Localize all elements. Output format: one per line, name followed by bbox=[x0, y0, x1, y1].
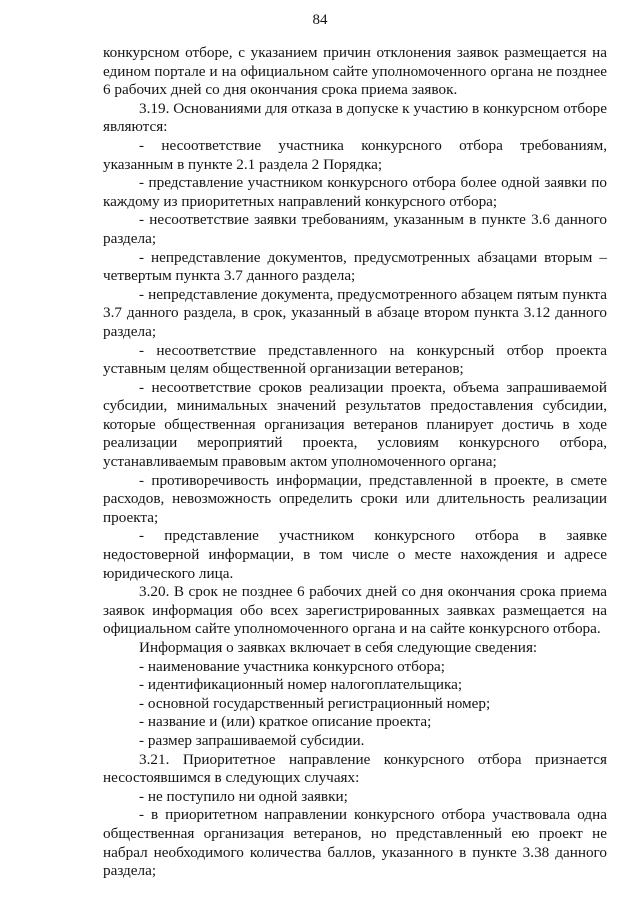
list-item: - название и (или) краткое описание проекта; bbox=[139, 713, 432, 731]
paragraph: конкурсном отборе, с указанием причин отклонения заявок размещается на едином портале и на официальном сайте уполномоченного органа не позднее 6 рабочих дней со дня окончания срока приема заявок. bbox=[103, 44, 607, 99]
list-item: - противоречивость информации, представленной в проекте, в смете расходов, невозможность определить сроки или длительность реализации проекта; bbox=[103, 471, 607, 526]
list-item: - несоответствие участника конкурсного отбора требованиям, указанным в пункте 2.1 раздела 2 Порядка; bbox=[103, 136, 607, 173]
list-item: - размер запрашиваемой субсидии. bbox=[139, 731, 365, 749]
list-item: - идентификационный номер налогоплательщика; bbox=[139, 676, 463, 694]
list-item: - непредставление документа, предусмотренного абзацем пятым пункта 3.7 данного раздела, в срок, указанный в абзаце втором пункта 3.12 данного раздела; bbox=[103, 285, 607, 340]
paragraph: Информация о заявках включает в себя следующие сведения: bbox=[139, 639, 538, 656]
list-item: - наименование участника конкурсного отбора; bbox=[139, 657, 446, 675]
list-item: - непредставление документов, предусмотренных абзацами вторым – четвертым пункта 3.7 данного раздела; bbox=[103, 248, 607, 285]
list-item: - основной государственный регистрационный номер; bbox=[139, 694, 491, 712]
list-item: - представление участником конкурсного отбора более одной заявки по каждому из приоритетных направлений конкурсного отбора; bbox=[103, 174, 607, 210]
paragraph: 3.19. Основаниями для отказа в допуске к участию в конкурсном отборе являются: bbox=[103, 99, 607, 136]
list-item: - в приоритетном направлении конкурсного отбора участвовала одна общественная организация ветеранов, но представленный ею проект не набрал необходимого количества баллов, указанного в пункте 3.38 данного раздела; bbox=[103, 806, 607, 880]
paragraph: 3.20. В срок не позднее 6 рабочих дней со дня окончания срока приема заявок информация обо всех зарегистрированных заявках размещается на официальном сайте уполномоченного органа и на сайте конкурсного отбора. bbox=[103, 583, 607, 638]
list-item: - несоответствие сроков реализации проекта, объема запрашиваемой субсидии, минимальных значений результатов предоставления субсидии, которые общественная организация ветеранов планирует достичь в ходе реализации мероприятий проекта, условиям конкурсного отбора, устанавливаемым правовым актом уполномоченного органа; bbox=[103, 378, 607, 471]
list-item: - представление участником конкурсного отбора в заявке недостоверной информации, в том числе о месте нахождения и адресе юридического лица. bbox=[103, 527, 607, 582]
page-number: 84 bbox=[312, 12, 328, 28]
paragraph: 3.21. Приоритетное направление конкурсного отбора признается несостоявшимся в следующих случаях: bbox=[103, 750, 607, 787]
list-item: - не поступило ни одной заявки; bbox=[139, 787, 348, 805]
list-item: - несоответствие представленного на конкурсный отбор проекта уставным целям общественной организации ветеранов; bbox=[103, 341, 607, 378]
list-item: - несоответствие заявки требованиям, указанным в пункте 3.6 данного раздела; bbox=[103, 211, 607, 247]
document-body bbox=[103, 44, 607, 881]
